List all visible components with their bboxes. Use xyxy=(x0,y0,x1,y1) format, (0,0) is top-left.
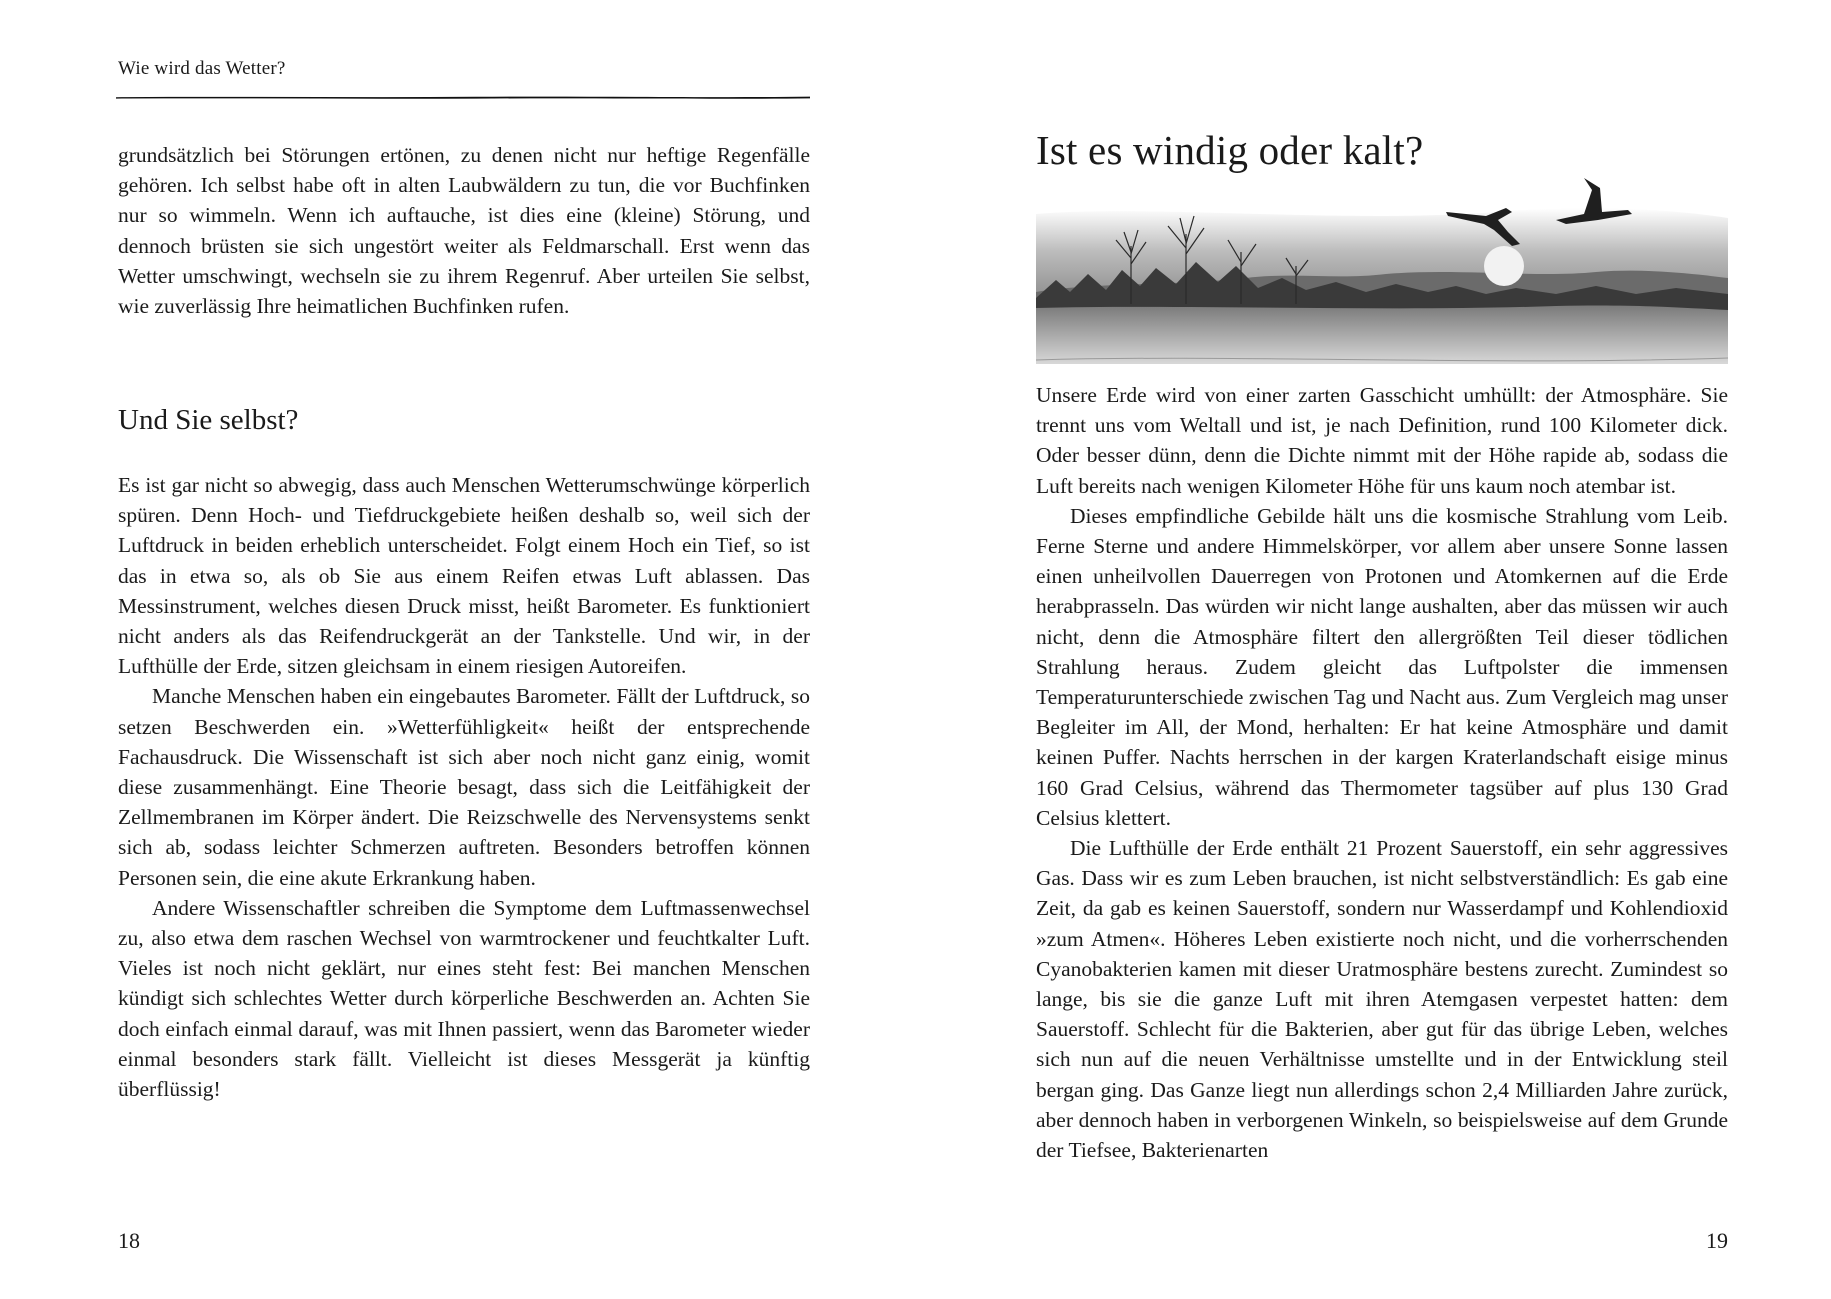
page-number: 18 xyxy=(118,1228,140,1253)
body-paragraph: Dieses empfindliche Gebilde hält uns die kosmische Strahlung vom Leib. Ferne Sterne und andere Himmelskörper, vor allem aber unsere Sonne lassen einen unheilvollen Dauerregen von Protonen und Atomkernen auf die Erde herabprasseln. Das würden wir nicht lange aushalten, aber das müssen wir auch nicht, denn die Atmosphäre filtert den allergrößten Teil dieser tödlichen Strahlung heraus. Zudem gleicht das Luftpolster die immensen Temperaturunterschiede zwischen Tag und Nacht aus. Zum Vergleich mag unser Begleiter im All, der Mond, herhalten: Er hat keine Atmosphäre und damit keinen Puffer. Nachts herrschen in der kargen Kraterlandschaft eisige minus 160 Grad Celsius, während das Thermometer tagsüber auf plus 130 Grad Celsius klettert. xyxy=(1036,503,1728,830)
chapter-body xyxy=(1036,380,1728,1165)
section-body xyxy=(118,470,810,1104)
body-paragraph: Es ist gar nicht so abwegig, dass auch Menschen Wetterumschwünge körperlich spüren. Denn Hoch- und Tiefdruckgebiete heißen deshalb so, weil sich der Luftdruck in beiden erheblich unterscheidet. Folgt einem Hoch ein Tief, so ist das in etwa so, als ob Sie aus einem Reifen etwas Luft ablassen. Das Messinstrument, welches diesen Druck misst, heißt Barometer. Es funktioniert nicht anders als das Reifendruckgerät an der Tankstelle. Und wir, in der Lufthülle der Erde, sitzen gleichsam in einem riesigen Autoreifen. xyxy=(118,473,810,679)
chapter-title: Ist es windig oder kalt? xyxy=(1036,127,1424,173)
body-paragraph: Manche Menschen haben ein eingebautes Barometer. Fällt der Luftdruck, so setzen Beschwerden ein. »Wetterfühligkeit« heißt der entsprechende Fachausdruck. Die Wissenschaft ist sich aber noch nicht ganz einig, womit diese zusammenhängt. Eine Theorie besagt, dass sich die Leitfähigkeit der Zellmembranen im Körper ändert. Die Reizschwelle des Nervensystems senkt sich ab, sodass leichter Schmerzen auftreten. Besonders betroffen können Personen sein, die eine akute Erkrankung haben. xyxy=(118,684,810,890)
header-rule xyxy=(116,94,810,100)
running-head: Wie wird das Wetter? xyxy=(118,58,286,79)
intro-paragraph-block xyxy=(118,140,810,321)
page-number: 19 xyxy=(1706,1228,1728,1253)
body-paragraph: Unsere Erde wird von einer zarten Gasschicht umhüllt: der Atmosphäre. Sie trennt uns vom Weltall und ist, je nach Definition, rund 100 Kilometer dick. Oder besser dünn, denn die Dichte nimmt mit der Höhe rapide ab, sodass die Luft bereits nach wenigen Kilometer Höhe für uns kaum noch atembar ist. xyxy=(1036,383,1728,498)
body-paragraph: Die Lufthülle der Erde enthält 21 Prozent Sauerstoff, ein sehr aggressives Gas. Dass wir es zum Leben brauchen, ist nicht selbstverständlich: Es gab eine Zeit, da gab es keinen Sauerstoff, sondern nur Wasserdampf und Kohlendioxid »zum Atmen«. Höheres Leben existierte noch nicht, und die vorherrschenden Cyanobakterien kamen mit dieser Uratmosphäre bestens zurecht. Zumindest so lange, bis sie die ganze Luft mit ihren Atemgasen verpestet hatten: dem Sauerstoff. Schlecht für die Bakterien, aber gut für das übrige Leben, welches sich nun auf die neuen Verhältnisse umstellte und in der Entwicklung steil bergan ging. Das Ganze liegt nun allerdings schon 2,4 Milliarden Jahre zurück, aber dennoch haben in verborgenen Winkeln, so beispielsweise auf dem Grunde der Tiefsee, Bakterienarten xyxy=(1036,836,1728,1163)
body-paragraph: Andere Wissenschaftler schreiben die Symptome dem Luftmassenwechsel zu, also etwa dem raschen Wechsel von warmtrockener und feuchtkalter Luft. Vieles ist noch nicht geklärt, nur eines steht fest: Bei manchen Menschen kündigt sich schlechtes Wetter durch körperliche Beschwerden an. Achten Sie doch einfach einmal darauf, was mit Ihnen passiert, wenn das Barometer wieder einmal besonders stark fällt. Vielleicht ist dieses Messgerät ja künftig überflüssig! xyxy=(118,895,810,1102)
landscape-illustration xyxy=(1036,174,1728,370)
body-paragraph: grundsätzlich bei Störungen ertönen, zu denen nicht nur heftige Regenfälle gehören. Ich selbst habe oft in alten Laubwäldern zu tun, die vor Buchfinken nur so wimmeln. Wenn ich auftauche, ist dies eine (kleine) Störung, und dennoch brüsten sie sich ungestört weiter als Feldmarschall. Erst wenn das Wetter umschwingt, wechseln sie zu ihrem Regenruf. Aber urteilen Sie selbst, wie zuverlässig Ihre heimatlichen Buchfinken rufen. xyxy=(118,143,810,319)
section-subheading: Und Sie selbst? xyxy=(118,404,299,436)
